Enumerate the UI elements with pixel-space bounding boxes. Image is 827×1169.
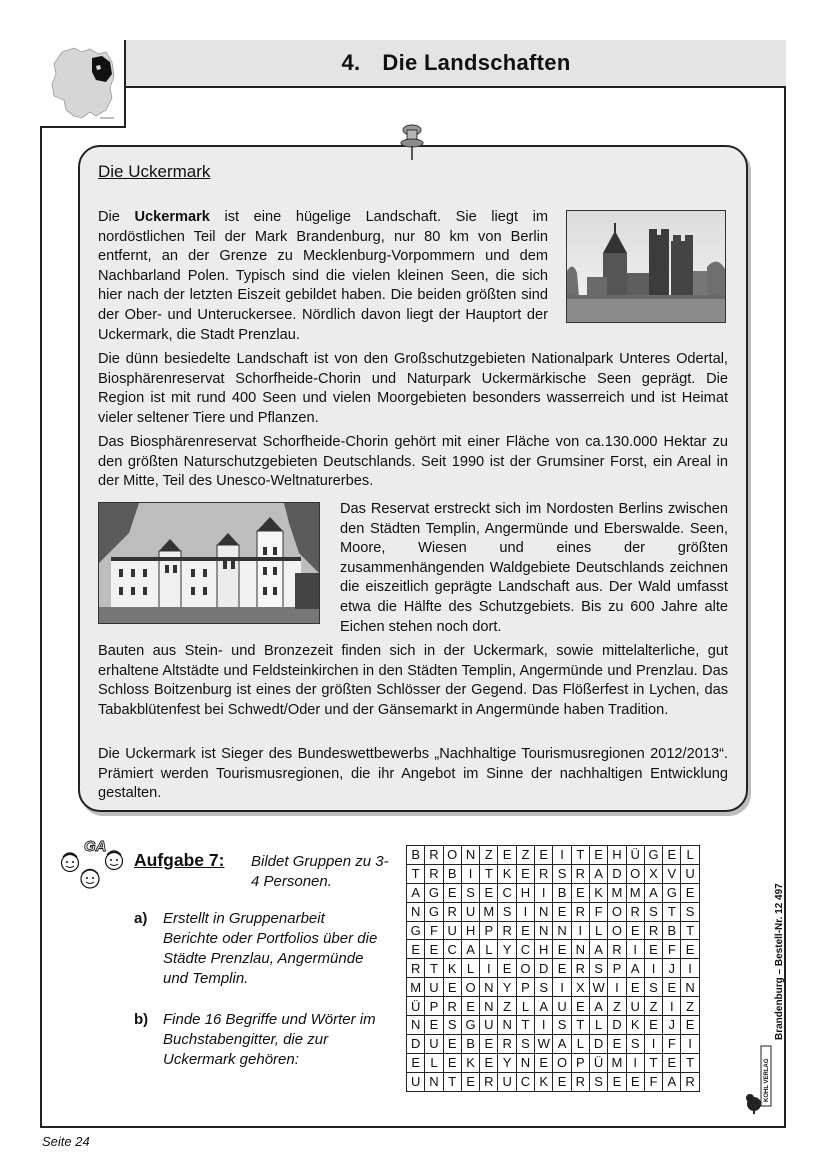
grid-cell[interactable]: L xyxy=(681,846,699,865)
grid-cell[interactable]: A xyxy=(461,940,479,959)
grid-cell[interactable]: I xyxy=(535,1016,553,1035)
grid-cell[interactable]: A xyxy=(589,940,607,959)
grid-cell[interactable]: E xyxy=(535,846,553,865)
grid-cell[interactable]: R xyxy=(425,864,443,883)
intro-bold-term: Uckermark xyxy=(134,209,210,225)
grid-cell[interactable]: I xyxy=(461,864,479,883)
grid-cell[interactable]: N xyxy=(407,902,425,921)
grid-cell[interactable]: E xyxy=(644,1016,662,1035)
grid-cell[interactable]: I xyxy=(535,883,553,902)
grid-cell[interactable]: E xyxy=(626,1072,644,1091)
grid-cell[interactable]: S xyxy=(553,1016,571,1035)
grid-cell[interactable]: R xyxy=(480,1072,498,1091)
grid-row xyxy=(407,940,700,959)
publisher-logo-text: KOHL VERLAG xyxy=(764,1058,770,1102)
grid-row xyxy=(407,978,700,997)
grid-cell[interactable]: Z xyxy=(480,846,498,865)
grid-cell[interactable]: I xyxy=(516,902,534,921)
grid-cell[interactable]: R xyxy=(571,902,589,921)
grid-cell[interactable]: S xyxy=(681,902,699,921)
grid-cell[interactable]: R xyxy=(498,921,516,940)
grid-cell[interactable]: E xyxy=(644,940,662,959)
grid-cell[interactable]: K xyxy=(535,1072,553,1091)
grid-cell[interactable]: W xyxy=(589,978,607,997)
grid-cell[interactable]: R xyxy=(608,940,626,959)
grid-cell[interactable]: E xyxy=(571,883,589,902)
paragraph-history: Bauten aus Stein- und Bronzezeit finden sich in der Uckermark, sowie mittelalterliche, gut erhaltene Altstädte und Feldsteinkirchen in den Städten Templin, Angermünde und Prenzlau. Das Schloss Boitzenburg ist eines der größten Schlösser der Gegend. Das Flößerfest in Lychen, das Tabakblütenfest bei Schwedt/Oder und der Gänsemarkt in Angermünde haben Tradition. xyxy=(98,643,728,718)
grid-cell[interactable]: E xyxy=(461,997,479,1016)
grid-cell[interactable]: E xyxy=(443,1034,461,1053)
grid-cell[interactable]: O xyxy=(516,959,534,978)
grid-cell[interactable]: D xyxy=(608,1016,626,1035)
grid-cell[interactable]: O xyxy=(626,864,644,883)
grid-cell[interactable]: E xyxy=(571,997,589,1016)
grid-cell[interactable]: N xyxy=(498,1016,516,1035)
grid-cell[interactable]: U xyxy=(553,997,571,1016)
grid-cell[interactable]: T xyxy=(443,1072,461,1091)
grid-cell[interactable]: F xyxy=(589,902,607,921)
grid-cell[interactable]: H xyxy=(535,940,553,959)
grid-cell[interactable]: D xyxy=(407,1034,425,1053)
grid-cell[interactable]: E xyxy=(516,864,534,883)
grid-cell[interactable]: U xyxy=(480,1016,498,1035)
grid-cell[interactable]: N xyxy=(480,997,498,1016)
grid-cell[interactable]: P xyxy=(480,921,498,940)
castle-photo xyxy=(98,502,320,624)
grid-cell[interactable]: E xyxy=(480,1034,498,1053)
grid-cell[interactable]: Z xyxy=(681,997,699,1016)
grid-cell[interactable]: R xyxy=(498,1034,516,1053)
grid-cell[interactable]: W xyxy=(535,1034,553,1053)
grid-row xyxy=(407,997,700,1016)
grid-cell[interactable]: Z xyxy=(498,997,516,1016)
grid-cell[interactable]: K xyxy=(626,1016,644,1035)
grid-row xyxy=(407,921,700,940)
grid-cell[interactable]: Y xyxy=(498,1053,516,1072)
task-item-a xyxy=(134,909,381,989)
chapter-title-text: Die Landschaften xyxy=(382,50,571,75)
grid-cell[interactable]: E xyxy=(681,940,699,959)
grid-cell[interactable]: R xyxy=(571,864,589,883)
grid-cell[interactable]: E xyxy=(663,1053,681,1072)
grid-cell[interactable]: M xyxy=(608,1053,626,1072)
grid-cell[interactable]: T xyxy=(480,864,498,883)
intro-text-rest: ist eine hügelige Landschaft. Sie liegt im nordöstlichen Teil der Mark Brandenburg, nur 80 km von Berlin entfernt, an der Grenze zu Mecklenburg-Vorpommern und dem Nachbarland Polen. Typisch sind die vielen kleinen Seen, die sich hier nach der letzten Eiszeit gebildet haben. Die beiden größten sind der Ober- und Unteruckersee. Nördlich davon liegt der Hauptort der Uckermark, die Stadt Prenzlau. xyxy=(98,209,548,343)
grid-cell[interactable]: T xyxy=(681,1053,699,1072)
chapter-number: 4. xyxy=(341,50,361,75)
grid-cell[interactable]: M xyxy=(608,883,626,902)
grid-cell[interactable]: U xyxy=(425,1034,443,1053)
grid-cell[interactable]: F xyxy=(425,921,443,940)
grid-cell[interactable]: H xyxy=(608,846,626,865)
grid-cell[interactable]: E xyxy=(553,959,571,978)
grid-cell[interactable]: J xyxy=(663,959,681,978)
task-item-b-text: Finde 16 Begriffe und Wörter im Buchstabengitter, die zur Uckermark gehören: xyxy=(163,1011,376,1068)
grid-cell[interactable]: E xyxy=(608,1072,626,1091)
grid-cell[interactable]: Ü xyxy=(626,846,644,865)
grid-cell[interactable]: Z xyxy=(644,997,662,1016)
grid-cell[interactable]: I xyxy=(626,1053,644,1072)
grid-cell[interactable]: G xyxy=(663,883,681,902)
paragraph-reserve: Das Reservat erstreckt sich im Nordosten Berlins zwischen den Städten Templin, Angermünde und Eberswalde. Seen, Moore, Wiesen und eines der größten zusammenhängenden Waldgebiete Deutschlands zeichnen die eiszeitlich geprägte Landschaft aus. Der Wald umfasst etwa die Hälfte des Schutzgebiets. Bis zu 600 Jahre alte Eichen stehen noch dort. xyxy=(340,501,728,635)
grid-cell[interactable]: R xyxy=(407,959,425,978)
grid-cell[interactable]: S xyxy=(461,883,479,902)
grid-cell[interactable]: N xyxy=(535,921,553,940)
grid-cell[interactable]: I xyxy=(553,978,571,997)
grid-cell[interactable]: N xyxy=(407,1016,425,1035)
grid-cell[interactable]: P xyxy=(571,1053,589,1072)
grid-cell[interactable]: S xyxy=(589,959,607,978)
grid-cell[interactable]: V xyxy=(663,864,681,883)
grid-cell[interactable]: E xyxy=(553,940,571,959)
grid-cell[interactable]: R xyxy=(425,846,443,865)
grid-cell[interactable]: C xyxy=(516,1072,534,1091)
grid-cell[interactable]: U xyxy=(498,1072,516,1091)
grid-cell[interactable]: N xyxy=(681,978,699,997)
grid-cell[interactable]: E xyxy=(681,1016,699,1035)
grid-cell[interactable]: N xyxy=(425,1072,443,1091)
grid-cell[interactable]: E xyxy=(425,1016,443,1035)
grid-row xyxy=(407,1016,700,1035)
grid-row xyxy=(407,1072,700,1091)
grid-cell[interactable]: F xyxy=(644,1072,662,1091)
task-heading: Aufgabe 7: xyxy=(134,850,225,870)
grid-cell[interactable]: U xyxy=(443,921,461,940)
grid-row xyxy=(407,883,700,902)
grid-cell[interactable]: N xyxy=(571,940,589,959)
grid-cell[interactable]: P xyxy=(608,959,626,978)
grid-cell[interactable]: R xyxy=(443,902,461,921)
grid-cell[interactable]: A xyxy=(663,1072,681,1091)
grid-row xyxy=(407,959,700,978)
grid-cell[interactable]: Ü xyxy=(407,997,425,1016)
grid-cell[interactable]: F xyxy=(663,1034,681,1053)
grid-cell[interactable]: E xyxy=(480,1053,498,1072)
grid-cell[interactable]: P xyxy=(425,997,443,1016)
grid-cell[interactable]: U xyxy=(681,864,699,883)
grid-cell[interactable]: C xyxy=(443,940,461,959)
grid-cell[interactable]: U xyxy=(461,902,479,921)
grid-cell[interactable]: E xyxy=(608,1034,626,1053)
grid-cell[interactable]: T xyxy=(407,864,425,883)
grid-cell[interactable]: I xyxy=(571,921,589,940)
grid-cell[interactable]: N xyxy=(516,1053,534,1072)
word-search-grid[interactable] xyxy=(406,845,700,1092)
grid-cell[interactable]: B xyxy=(663,921,681,940)
grid-cell[interactable]: E xyxy=(407,1053,425,1072)
grid-cell[interactable]: E xyxy=(443,1053,461,1072)
grid-cell[interactable]: M xyxy=(626,883,644,902)
grid-cell[interactable]: T xyxy=(425,959,443,978)
grid-cell[interactable]: O xyxy=(553,1053,571,1072)
grid-cell[interactable]: B xyxy=(407,846,425,865)
grid-cell[interactable]: E xyxy=(626,921,644,940)
chapter-title xyxy=(341,50,570,76)
grid-cell[interactable]: G xyxy=(425,883,443,902)
grid-cell[interactable]: Y xyxy=(498,940,516,959)
grid-cell[interactable]: T xyxy=(681,921,699,940)
grid-cell[interactable]: I xyxy=(553,846,571,865)
grid-cell[interactable]: A xyxy=(644,883,662,902)
push-pin-icon xyxy=(398,122,426,167)
grid-cell[interactable]: K xyxy=(589,883,607,902)
task-item-a-label: a) xyxy=(134,910,148,927)
grid-cell[interactable]: E xyxy=(663,846,681,865)
grid-cell[interactable]: E xyxy=(626,978,644,997)
grid-cell[interactable]: E xyxy=(443,978,461,997)
grid-cell[interactable]: Y xyxy=(498,978,516,997)
grid-cell[interactable]: A xyxy=(535,997,553,1016)
grid-cell[interactable]: E xyxy=(407,940,425,959)
grid-cell[interactable]: I xyxy=(681,959,699,978)
grid-cell[interactable]: E xyxy=(498,846,516,865)
grid-cell[interactable]: K xyxy=(498,864,516,883)
grid-cell[interactable]: R xyxy=(681,1072,699,1091)
grid-cell[interactable]: E xyxy=(516,921,534,940)
grid-cell[interactable]: I xyxy=(644,1034,662,1053)
task-group-note: Bildet Gruppen zu 3-4 Personen. xyxy=(251,853,389,890)
side-order-info: Brandenburg – Bestell-Nr. 12 497 xyxy=(774,883,785,1040)
intro-text-start: Die xyxy=(98,209,135,225)
grid-cell[interactable]: G xyxy=(425,902,443,921)
grid-cell[interactable]: I xyxy=(644,959,662,978)
grid-cell[interactable]: L xyxy=(425,1053,443,1072)
grid-cell[interactable]: X xyxy=(571,978,589,997)
grid-row xyxy=(407,1034,700,1053)
grid-cell[interactable]: R xyxy=(443,997,461,1016)
grid-cell[interactable]: E xyxy=(553,1072,571,1091)
grid-cell[interactable]: S xyxy=(535,978,553,997)
grid-cell[interactable]: N xyxy=(480,978,498,997)
grid-cell[interactable]: E xyxy=(498,959,516,978)
grid-cell[interactable]: E xyxy=(480,883,498,902)
grid-cell[interactable]: Z xyxy=(608,997,626,1016)
grid-cell[interactable]: R xyxy=(571,1072,589,1091)
grid-cell[interactable]: E xyxy=(535,1053,553,1072)
grid-cell[interactable]: S xyxy=(644,902,662,921)
grid-cell[interactable]: I xyxy=(480,959,498,978)
grid-row xyxy=(407,1053,700,1072)
grid-cell[interactable]: R xyxy=(626,902,644,921)
page-number: Seite 24 xyxy=(42,1134,90,1149)
grid-cell[interactable]: D xyxy=(535,959,553,978)
grid-cell[interactable]: S xyxy=(553,864,571,883)
grid-cell[interactable]: B xyxy=(461,1034,479,1053)
grid-cell[interactable]: M xyxy=(407,978,425,997)
grid-cell[interactable]: U xyxy=(425,978,443,997)
prenzlau-photo xyxy=(566,210,726,323)
grid-cell[interactable]: R xyxy=(644,921,662,940)
grid-cell[interactable]: U xyxy=(626,997,644,1016)
grid-cell[interactable]: S xyxy=(644,978,662,997)
grid-cell[interactable]: C xyxy=(516,940,534,959)
card-title: Die Uckermark xyxy=(98,162,211,181)
grid-cell[interactable]: A xyxy=(589,997,607,1016)
grid-cell[interactable]: N xyxy=(535,902,553,921)
grid-cell[interactable]: S xyxy=(626,1034,644,1053)
germany-map-icon xyxy=(40,40,126,128)
grid-cell[interactable]: P xyxy=(516,978,534,997)
grid-cell[interactable]: E xyxy=(663,978,681,997)
grid-cell[interactable]: B xyxy=(553,883,571,902)
grid-cell[interactable]: U xyxy=(407,1072,425,1091)
grid-cell[interactable]: E xyxy=(425,940,443,959)
grid-cell[interactable]: D xyxy=(608,864,626,883)
grid-cell[interactable]: B xyxy=(443,864,461,883)
grid-cell[interactable]: O xyxy=(461,978,479,997)
grid-row xyxy=(407,864,700,883)
grid-cell[interactable]: I xyxy=(626,940,644,959)
grid-cell[interactable]: A xyxy=(626,959,644,978)
grid-cell[interactable]: K xyxy=(461,1053,479,1072)
grid-cell[interactable]: C xyxy=(498,883,516,902)
grid-cell[interactable]: S xyxy=(516,1034,534,1053)
grid-cell[interactable]: L xyxy=(571,1034,589,1053)
grid-cell[interactable]: L xyxy=(516,997,534,1016)
grid-cell[interactable]: R xyxy=(571,959,589,978)
grid-row xyxy=(407,846,700,865)
grid-cell[interactable]: H xyxy=(461,921,479,940)
grid-cell[interactable]: E xyxy=(461,1072,479,1091)
grid-cell[interactable]: G xyxy=(644,846,662,865)
grid-cell[interactable]: T xyxy=(644,1053,662,1072)
paragraph-award: Die Uckermark ist Sieger des Bundeswettbewerbs „Nachhaltige Tourismusregionen 2012/2013“. Prämiert werden Tourismusregionen, die ihr Angebot im Sinne der nachhaltigen Entwicklung gestalten. xyxy=(98,746,728,802)
grid-cell[interactable]: M xyxy=(480,902,498,921)
task-item-b xyxy=(134,1010,385,1070)
paragraph-intro xyxy=(98,208,548,345)
grid-row xyxy=(407,902,700,921)
task-item-b-label: b) xyxy=(134,1011,149,1028)
grid-cell[interactable]: X xyxy=(644,864,662,883)
grid-cell[interactable]: R xyxy=(535,864,553,883)
grid-cell[interactable]: L xyxy=(589,921,607,940)
grid-cell[interactable]: S xyxy=(589,1072,607,1091)
grid-cell[interactable]: H xyxy=(516,883,534,902)
grid-cell[interactable]: G xyxy=(407,921,425,940)
grid-cell[interactable]: N xyxy=(461,846,479,865)
paragraph-biosphere: Das Biosphärenreservat Schorfheide-Chorin gehört mit einer Fläche von ca.130.000 Hektar zu den größten Naturschutzgebieten Deutschlands. Seit 1990 ist der Grumsiner Forst, ein Areal in der Mitte, Teil des Unesco-Weltnaturerbes. xyxy=(98,434,728,490)
grid-cell[interactable]: E xyxy=(589,846,607,865)
task-item-a-text: Erstellt in Gruppenarbeit Berichte oder Portfolios über die Städte Prenzlau, Angermünde und Templin. xyxy=(163,910,378,987)
grid-cell[interactable]: L xyxy=(589,1016,607,1035)
grid-cell[interactable]: G xyxy=(461,1016,479,1035)
grid-cell[interactable]: E xyxy=(443,883,461,902)
grid-cell[interactable]: A xyxy=(407,883,425,902)
grid-cell[interactable]: A xyxy=(553,1034,571,1053)
grid-cell[interactable]: O xyxy=(608,902,626,921)
grid-cell[interactable]: L xyxy=(461,959,479,978)
grid-cell[interactable]: T xyxy=(571,846,589,865)
grid-cell[interactable]: Z xyxy=(516,846,534,865)
grid-cell[interactable]: S xyxy=(443,1016,461,1035)
grid-cell[interactable]: O xyxy=(443,846,461,865)
grid-cell[interactable]: O xyxy=(608,921,626,940)
grid-cell[interactable]: L xyxy=(480,940,498,959)
grid-cell[interactable]: T xyxy=(516,1016,534,1035)
chapter-title-bar xyxy=(126,40,786,88)
grid-cell[interactable]: E xyxy=(553,902,571,921)
grid-cell[interactable]: D xyxy=(589,1034,607,1053)
grid-cell[interactable]: T xyxy=(663,902,681,921)
group-work-label: GA xyxy=(84,838,107,855)
grid-cell[interactable]: E xyxy=(681,883,699,902)
group-work-icon xyxy=(56,835,132,898)
grid-cell[interactable]: K xyxy=(443,959,461,978)
grid-cell[interactable]: I xyxy=(681,1034,699,1053)
grid-cell[interactable]: J xyxy=(663,1016,681,1035)
grid-cell[interactable]: Ü xyxy=(589,1053,607,1072)
grid-cell[interactable]: I xyxy=(608,978,626,997)
paragraph-protected-areas: Die dünn besiedelte Landschaft ist von den Großschutzgebieten Nationalpark Unteres Odertal, Biosphärenreservat Schorfheide-Chorin und Naturpark Uckermärkische Seen geprägt. Die Region ist mit rund 400 Seen und vielen Moorgebieten besonders wasserreich und ist Heimat vieler seltener Tiere und Pflanzen. xyxy=(98,351,728,426)
grid-cell[interactable]: I xyxy=(663,997,681,1016)
grid-cell[interactable]: S xyxy=(498,902,516,921)
grid-cell[interactable]: T xyxy=(571,1016,589,1035)
grid-cell[interactable]: F xyxy=(663,940,681,959)
publisher-logo xyxy=(744,1044,776,1116)
grid-cell[interactable]: A xyxy=(589,864,607,883)
grid-cell[interactable]: N xyxy=(553,921,571,940)
